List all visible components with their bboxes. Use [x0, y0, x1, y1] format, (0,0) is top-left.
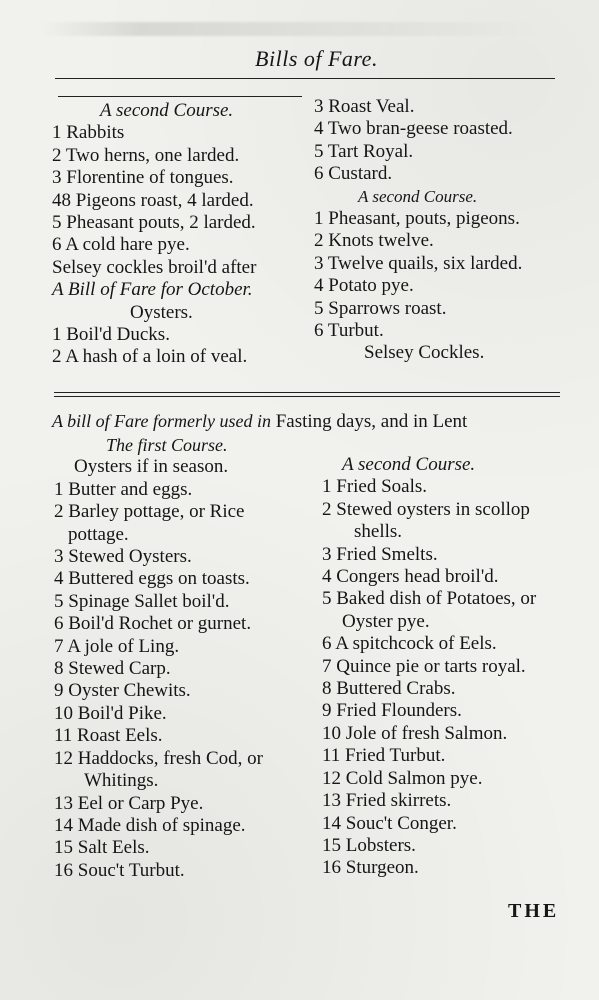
lent-banner	[52, 411, 467, 433]
menu-line: 11 Roast Eels.	[54, 725, 163, 747]
menu-line: 9 Fried Flounders.	[322, 700, 462, 722]
menu-line: 6 A spitchcock of Eels.	[322, 633, 497, 655]
menu-line: 1 Pheasant, pouts, pigeons.	[314, 208, 520, 230]
menu-line: 5 Pheasant pouts, 2 larded.	[52, 212, 256, 234]
menu-line: 15 Salt Eels.	[54, 837, 150, 859]
menu-line: 10 Jole of fresh Salmon.	[322, 722, 508, 744]
menu-line: 4 Potato pye.	[314, 275, 414, 297]
lent-left-column	[54, 434, 263, 882]
menu-line: 2 Stewed oysters in scollop	[322, 498, 530, 520]
menu-line: Selsey cockles broil'd after	[52, 256, 257, 278]
page-title: Bills of Fare.	[255, 46, 378, 71]
menu-line: 3 Twelve quails, six larded.	[314, 252, 523, 274]
menu-line: 10 Boil'd Pike.	[54, 702, 167, 724]
menu-line: Oysters if in season.	[74, 456, 229, 478]
menu-line: 6 A cold hare pye.	[52, 234, 190, 256]
menu-line: 1 Fried Soals.	[322, 476, 428, 498]
menu-line: 4 Congers head broil'd.	[322, 566, 499, 588]
menu-line: 1 Rabbits	[52, 122, 125, 144]
menu-line: 8 Buttered Crabs.	[322, 678, 456, 700]
menu-line: shells.	[354, 521, 403, 543]
menu-line: 2 A hash of a loin of veal.	[52, 346, 248, 368]
menu-line: 7 A jole of Ling.	[54, 635, 180, 657]
menu-line: 5 Tart Royal.	[314, 140, 414, 162]
menu-line: 13 Eel or Carp Pye.	[54, 792, 204, 814]
menu-line: 12 Haddocks, fresh Cod, or	[54, 747, 263, 769]
menu-line: 5 Sparrows roast.	[314, 297, 447, 319]
menu-line: 2 Barley pottage, or Rice	[54, 501, 245, 523]
menu-line: 14 Made dish of spinage.	[54, 814, 246, 836]
menu-line: Oysters.	[130, 301, 193, 323]
menu-line: 3 Roast Veal.	[314, 96, 415, 117]
october-right-column	[314, 96, 522, 365]
menu-line: 13 Fried skirrets.	[322, 790, 452, 812]
menu-line: 9 Oyster Chewits.	[54, 680, 191, 702]
banner-italic: A bill of Fare formerly used in	[52, 411, 271, 431]
menu-line: 11 Fried Turbut.	[322, 745, 446, 767]
menu-line: 15 Lobsters.	[322, 834, 416, 856]
course-heading: A second Course.	[358, 186, 478, 206]
menu-line: 6 Boil'd Rochet or gurnet.	[54, 613, 252, 635]
menu-line: pottage.	[68, 523, 129, 545]
menu-line: 48 Pigeons roast, 4 larded.	[52, 189, 254, 211]
bill-of-fare-heading: A Bill of Fare for October.	[52, 279, 253, 301]
course-heading: A second Course.	[342, 454, 476, 475]
menu-line: 16 Sturgeon.	[322, 857, 419, 879]
left-column-rule	[58, 96, 302, 97]
menu-line: Whitings.	[84, 770, 159, 792]
menu-line: 1 Boil'd Ducks.	[52, 324, 170, 346]
october-left-column	[52, 100, 256, 369]
menu-line: 3 Fried Smelts.	[322, 543, 438, 565]
lent-right-column	[322, 454, 536, 880]
print-smudge	[40, 22, 540, 36]
menu-line: 5 Baked dish of Potatoes, or	[322, 588, 537, 610]
menu-line: 6 Turbut.	[314, 320, 384, 342]
menu-line: 4 Two bran-geese roasted.	[314, 118, 513, 140]
catchword: THE	[508, 900, 560, 922]
menu-line: 5 Spinage Sallet boil'd.	[54, 590, 230, 612]
menu-line: 3 Florentine of tongues.	[52, 167, 234, 189]
menu-line: 1 Butter and eggs.	[54, 478, 193, 500]
header-rule	[55, 78, 555, 79]
menu-line: 3 Stewed Oysters.	[54, 546, 192, 568]
menu-line: 8 Stewed Carp.	[54, 658, 171, 680]
menu-line: 2 Knots twelve.	[314, 230, 434, 252]
menu-line: 16 Souc't Turbut.	[54, 859, 185, 881]
menu-line: 6 Custard.	[314, 163, 393, 185]
menu-line: 7 Quince pie or tarts royal.	[322, 655, 526, 677]
course-heading: The first Course.	[106, 435, 228, 455]
banner-text: Fasting days, and in	[275, 411, 428, 432]
menu-line: Oyster pye.	[342, 610, 430, 632]
section-rule-thin	[54, 396, 560, 397]
section-rule	[54, 392, 560, 393]
banner-lent: Lent	[432, 411, 468, 432]
menu-line: 4 Buttered eggs on toasts.	[54, 568, 250, 590]
menu-line: 12 Cold Salmon pye.	[322, 767, 483, 789]
menu-line: 14 Souc't Conger.	[322, 812, 457, 834]
menu-line: Selsey Cockles.	[364, 342, 485, 364]
menu-line: 2 Two herns, one larded.	[52, 144, 240, 166]
course-heading: A second Course.	[100, 100, 234, 121]
